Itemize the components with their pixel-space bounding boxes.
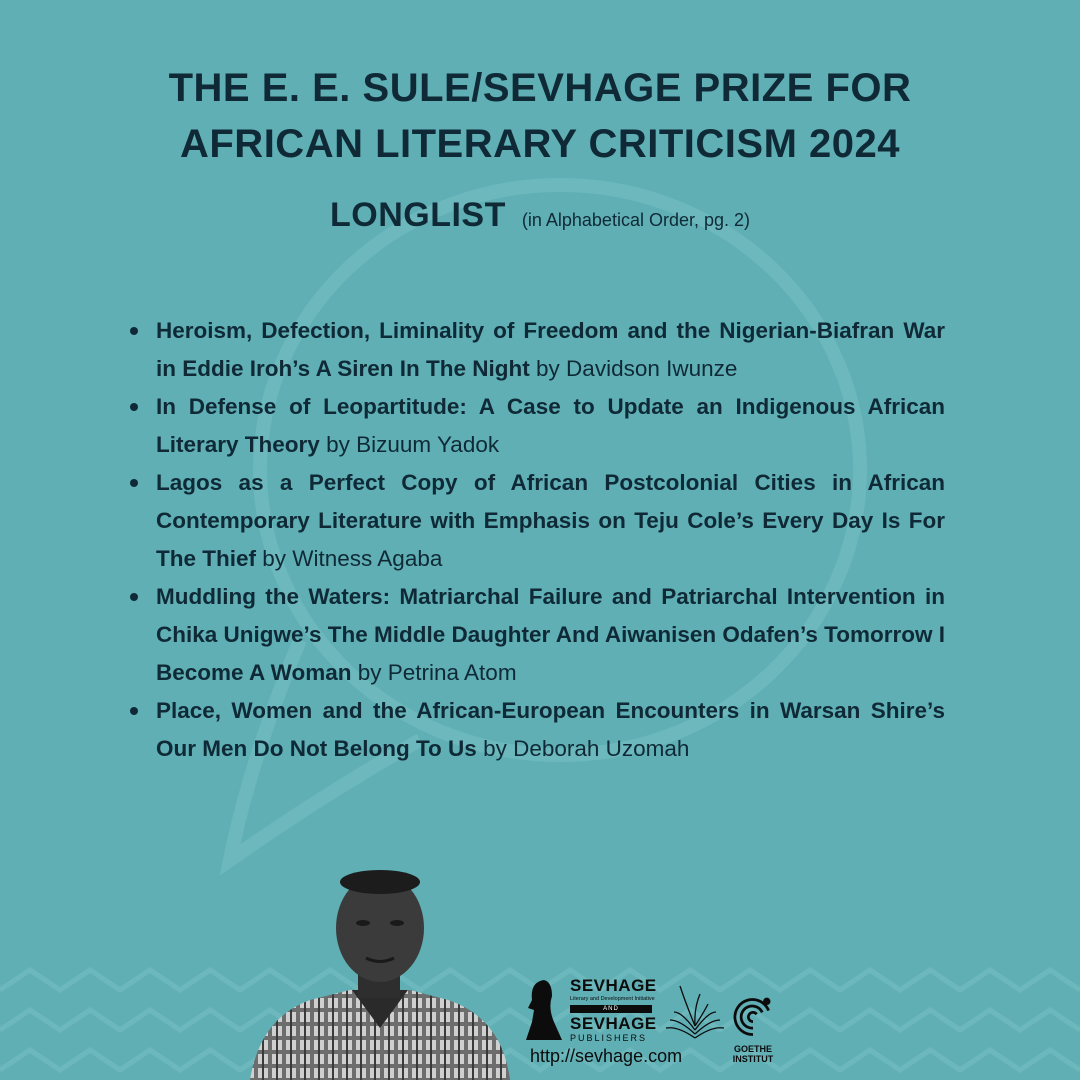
longlist-label: LONGLIST — [329, 196, 506, 234]
entry-title: Heroism, Defection, Liminality of Freedom and the Nigerian-Biafran War in Eddie Iroh’s A Siren In The Night — [156, 318, 945, 381]
bullet-icon — [130, 479, 138, 487]
goethe-line-2: INSTITUT — [732, 1054, 774, 1064]
open-book-icon — [664, 982, 726, 1042]
longlist-heading — [0, 196, 1080, 235]
entry-title: In Defense of Leopartitude: A Case to Update an Indigenous African Literary Theory — [156, 394, 945, 457]
list-item — [130, 312, 945, 388]
entry-author: by Deborah Uzomah — [483, 736, 690, 761]
publisher-name: SEVHAGE — [570, 1014, 657, 1033]
goethe-text — [728, 1044, 778, 1064]
entry-title: Muddling the Waters: Matriarchal Failure and Patriarchal Intervention in Chika Unigwe’s The Middle Daughter And Aiwanisen Odafen’s Tomorrow I Become A Woman — [156, 584, 945, 685]
entry-title: Place, Women and the African-European Encounters in Warsan Shire’s Our Men Do Not Belong To Us — [156, 698, 945, 761]
goethe-logo — [728, 994, 778, 1068]
sevhage-name: SEVHAGE — [570, 976, 657, 995]
title-line-2: AFRICAN LITERARY CRITICISM 2024 — [179, 122, 901, 166]
order-note: (in Alphabetical Order, pg. 2) — [521, 210, 751, 230]
list-item — [130, 692, 945, 768]
title-line-1: THE E. E. SULE/SEVHAGE PRIZE FOR — [168, 66, 912, 110]
longlist-entries — [130, 312, 945, 768]
goethe-spiral-icon — [730, 994, 776, 1040]
portrait-photo — [240, 868, 515, 1080]
and-bar: AND — [570, 1005, 652, 1013]
reader-silhouette-icon — [526, 978, 562, 1042]
goethe-line-1: GOETHE — [733, 1044, 772, 1054]
list-item — [130, 464, 945, 578]
entry-title: Lagos as a Perfect Copy of African Postcolonial Cities in African Contemporary Literature with Emphasis on Teju Cole’s Every Day Is For The Thief — [156, 470, 945, 571]
bullet-icon — [130, 707, 138, 715]
website-url: http://sevhage.com — [530, 1046, 683, 1066]
publisher-label: PUBLISHERS — [570, 1033, 648, 1043]
entry-author: by Davidson Iwunze — [536, 356, 738, 381]
entry-author: by Petrina Atom — [357, 660, 517, 685]
entry-author: by Witness Agaba — [262, 546, 443, 571]
bullet-icon — [130, 403, 138, 411]
list-item — [130, 388, 945, 464]
page-title — [0, 60, 1080, 172]
sevhage-logo — [526, 974, 660, 1046]
bullet-icon — [130, 327, 138, 335]
entry-author: by Bizuum Yadok — [326, 432, 500, 457]
bullet-icon — [130, 593, 138, 601]
sevhage-tagline: Literary and Development Initiative — [570, 996, 655, 1002]
list-item — [130, 578, 945, 692]
